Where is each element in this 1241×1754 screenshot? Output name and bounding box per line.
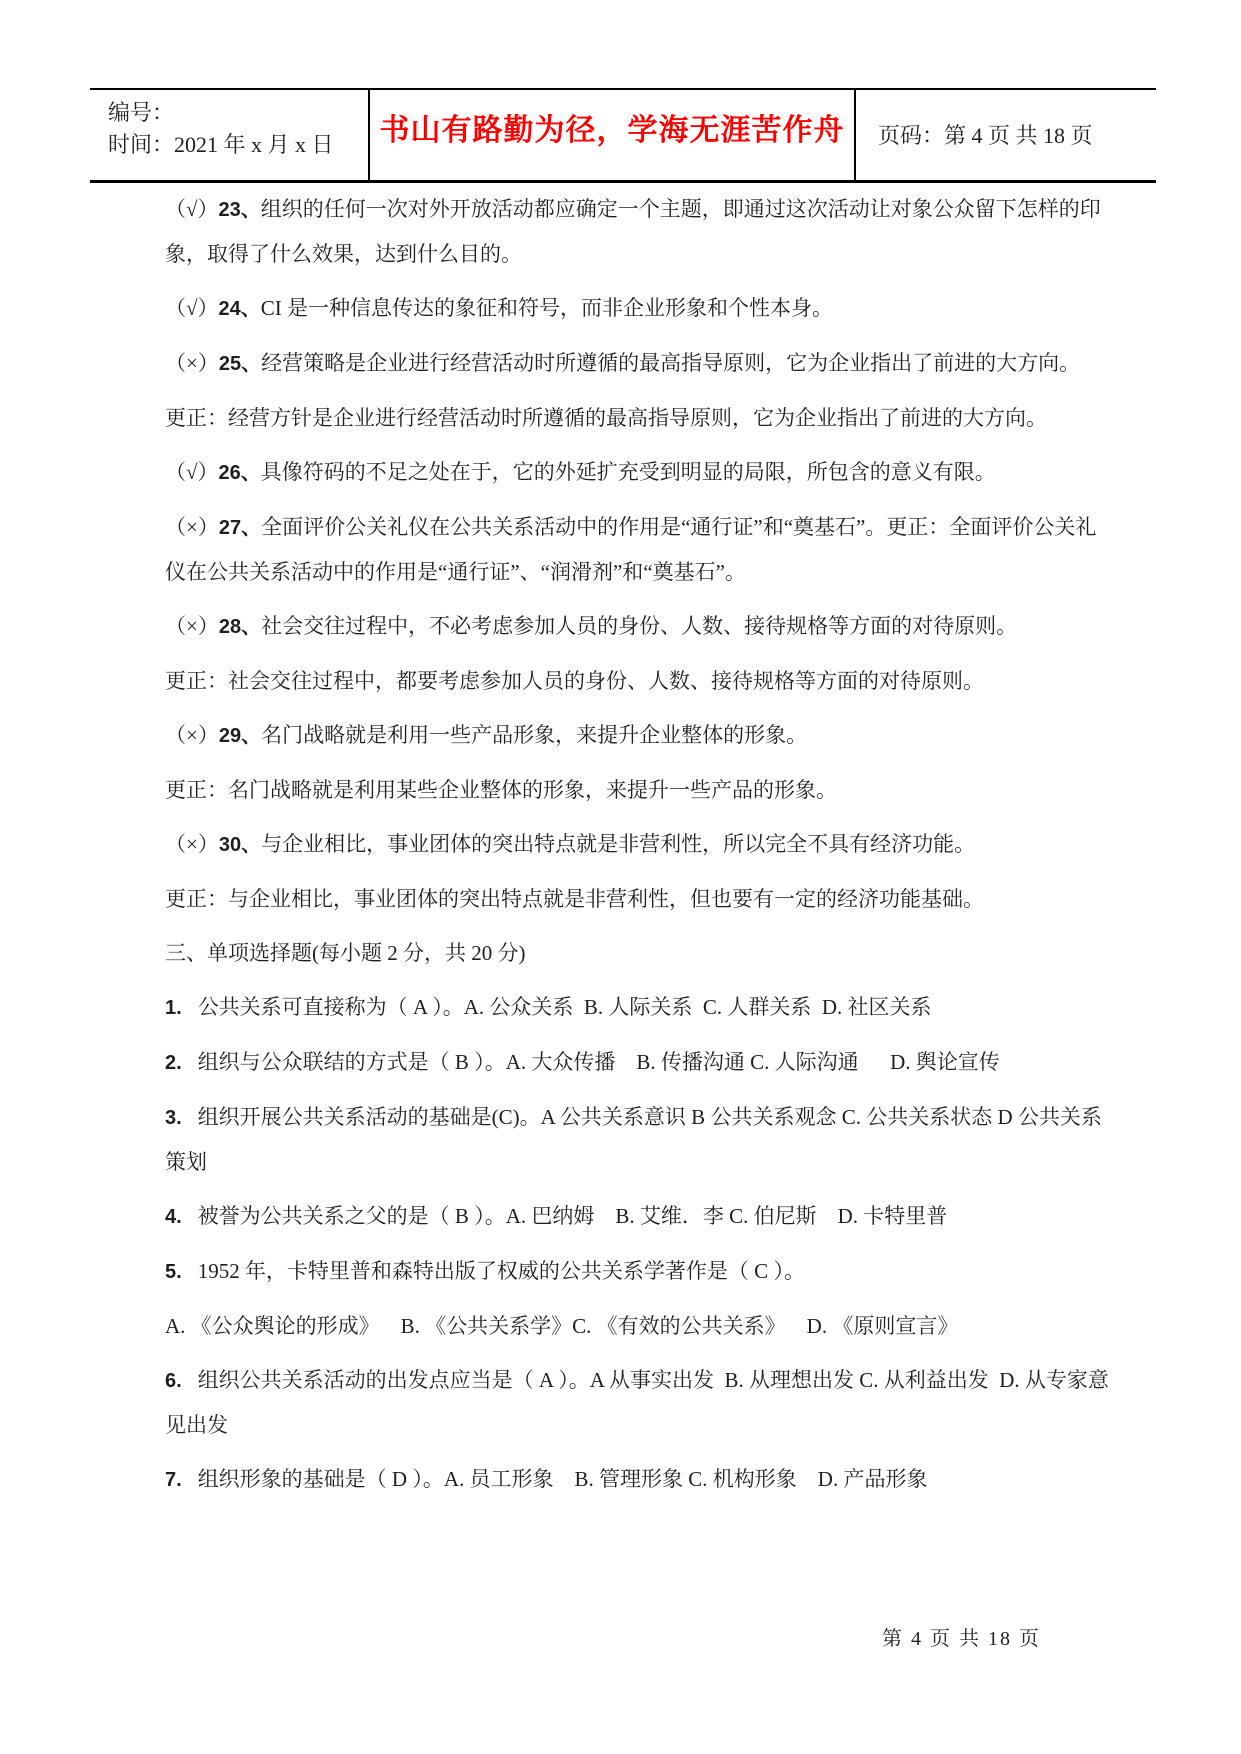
header-motto: [368, 90, 856, 180]
options-text: A. 《公众舆论的形成》 B. 《公共关系学》C. 《有效的公共关系》 D. 《原则宣言》: [165, 1314, 959, 1338]
judgement-item-25: [165, 341, 1110, 386]
section-title-text: 三、单项选择题(每小题 2 分，共 20 分): [165, 941, 526, 965]
answer-marker: （×）: [165, 515, 219, 539]
question-text: 组织公共关系活动的出发点应当是（ A ）。A 从事实出发 B. 从理想出发 C. 从利益出发 D. 从专家意见出发: [165, 1368, 1109, 1437]
answer-marker: （×）: [165, 614, 219, 638]
correction-25: [165, 396, 1110, 440]
item-text: 具像符码的不足之处在于，它的外延扩充受到明显的局限，所包含的意义有限。: [260, 460, 996, 484]
doc-number-label: 编号：: [108, 100, 175, 125]
item-number: 24、: [218, 298, 261, 320]
judgement-item-27: [165, 505, 1110, 594]
item-number: 27、: [218, 517, 262, 539]
header-table: [90, 88, 1156, 183]
answer-marker: （√）: [165, 460, 219, 484]
item-text: 与企业相比，事业团体的突出特点就是非营利性，所以完全不具有经济功能。: [261, 832, 976, 856]
correction-text: 更正：社会交往过程中，都要考虑参加人员的身份、人数、接待规格等方面的对待原则。: [165, 669, 984, 693]
question-3: [165, 1095, 1110, 1184]
answer-marker: （×）: [165, 723, 219, 747]
correction-text: 更正：经营方针是企业进行经营活动时所遵循的最高指导原则，它为企业指出了前进的大方向。: [165, 406, 1047, 430]
item-text: 社会交往过程中，不必考虑参加人员的身份、人数、接待规格等方面的对待原则。: [261, 614, 1018, 638]
question-5-options: [165, 1304, 1110, 1348]
judgement-item-26: [165, 450, 1110, 495]
item-text: 名门战略就是利用一些产品形象，来提升企业整体的形象。: [261, 723, 808, 747]
item-text: 组织的任何一次对外开放活动都应确定一个主题，即通过这次活动让对象公众留下怎样的印象，取得了什么效果，达到什么目的。: [165, 197, 1101, 266]
answer-marker: （√）: [165, 296, 219, 320]
question-number: 1.: [165, 997, 182, 1019]
item-text: 经营策略是企业进行经营活动时所遵循的最高指导原则，它为企业指出了前进的大方向。: [261, 351, 1081, 375]
judgement-item-24: [165, 286, 1110, 331]
answer-marker: （×）: [165, 351, 219, 375]
item-number: 26、: [218, 462, 261, 484]
judgement-item-30: [165, 822, 1110, 867]
footer-text: 第 4 页 共 18 页: [882, 1628, 1041, 1650]
header-cell-info: [90, 90, 368, 180]
footer-page-number: [0, 1622, 1241, 1651]
judgement-item-29: [165, 713, 1110, 758]
question-6: [165, 1358, 1110, 1447]
motto-text: 书山有路勤为径，学海无涯苦作舟: [379, 114, 845, 147]
item-text: 全面评价公关礼仪在公共关系活动中的作用是“通行证”和“奠基石”。更正：全面评价公关礼仪在公共关系活动中的作用是“通行证”、“润滑剂”和“奠基石”。: [165, 515, 1097, 584]
item-number: 25、: [218, 353, 262, 375]
question-number: 6.: [165, 1370, 182, 1392]
item-number: 30、: [218, 834, 262, 856]
judgement-item-23: [165, 187, 1110, 276]
doc-time-label: 时间：2021 年 x 月 x 日: [108, 132, 334, 157]
correction-28: [165, 659, 1110, 703]
correction-text: 更正：与企业相比，事业团体的突出特点就是非营利性，但也要有一定的经济功能基础。: [165, 887, 984, 911]
item-text: CI 是一种信息传达的象征和符号，而非企业形象和个性本身。: [260, 296, 834, 320]
header-cell-page: [856, 90, 1156, 180]
question-text: 组织与公众联结的方式是（ B ）。A. 大众传播 B. 传播沟通 C. 人际沟通 D. 舆论宣传: [197, 1050, 1000, 1074]
item-number: 29、: [218, 725, 262, 747]
question-text: 公共关系可直接称为（ A ）。A. 公众关系 B. 人际关系 C. 人群关系 D. 社区关系: [197, 995, 932, 1019]
question-2: [165, 1040, 1110, 1085]
item-number: 23、: [218, 199, 261, 221]
question-number: 7.: [165, 1469, 182, 1491]
question-number: 2.: [165, 1052, 182, 1074]
question-4: [165, 1194, 1110, 1239]
question-5: [165, 1249, 1110, 1294]
content-area: [165, 187, 1110, 1512]
question-number: 4.: [165, 1206, 182, 1228]
section-heading-multiple-choice: [165, 931, 1110, 975]
question-7: [165, 1457, 1110, 1502]
question-number: 5.: [165, 1261, 182, 1283]
question-1: [165, 985, 1110, 1030]
correction-text: 更正：名门战略就是利用某些企业整体的形象，来提升一些产品的形象。: [165, 778, 837, 802]
judgement-item-28: [165, 604, 1110, 649]
answer-marker: （√）: [165, 197, 219, 221]
question-text: 被誉为公共关系之父的是（ B ）。A. 巴纳姆 B. 艾维．李 C. 伯尼斯 D. 卡特里普: [197, 1204, 948, 1228]
page-info-label: 页码：第 4 页 共 18 页: [878, 123, 1093, 148]
answer-marker: （×）: [165, 832, 219, 856]
question-text: 1952 年，卡特里普和森特出版了权威的公共关系学著作是（ C ）。: [197, 1259, 805, 1283]
question-number: 3.: [165, 1107, 182, 1129]
correction-30: [165, 877, 1110, 921]
question-text: 组织开展公共关系活动的基础是(C)。A 公共关系意识 B 公共关系观念 C. 公共关系状态 D 公共关系策划: [165, 1105, 1102, 1174]
correction-29: [165, 768, 1110, 812]
question-text: 组织形象的基础是（ D ）。A. 员工形象 B. 管理形象 C. 机构形象 D. 产品形象: [197, 1467, 928, 1491]
item-number: 28、: [218, 616, 262, 638]
